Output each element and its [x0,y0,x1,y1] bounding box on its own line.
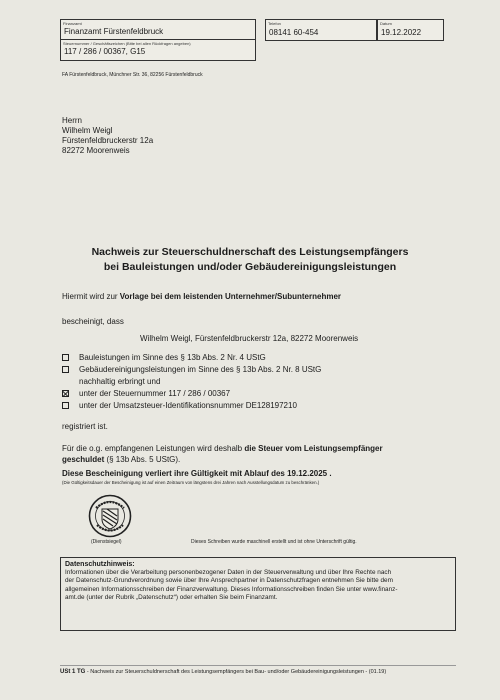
document-title-line1: Nachweis zur Steuerschuldnerschaft des Leistungsempfängers [91,246,409,258]
intro-prefix: Hiermit wird zur [62,292,120,301]
document-title-line2: bei Bauleistungen und/oder Gebäudereinigungsleistungen [103,261,397,273]
company-line: Wilhelm Weigl, Fürstenfeldbruckerstr 12a, 82272 Moorenweis [140,334,359,343]
services-bold1: die Steuer vom Leistungsempfänger [244,444,383,453]
steuernummer-row [61,39,255,56]
privacy-line: amt.de (unter der Rubrik „Datenschutz“) oder erhalten Sie beim Finanzamt. [65,594,278,602]
footer-line [60,669,386,675]
checkbox-box[interactable] [62,354,69,361]
recipient-salutation: Herrn [62,116,83,125]
datum-box [377,19,444,41]
services-line1 [62,444,383,453]
checkbox-box[interactable] [62,402,69,409]
intro-bold: Vorlage bei dem leistenden Unternehmer/Subunternehmer [119,292,342,301]
validity-note: (Die Gültigkeitsdauer der Bescheinigung ist auf einen Zeitraum von längstens drei Jahren nach Ausstellungsdatum zu beschränken.) [62,480,320,485]
recipient-name: Wilhelm Weigl [62,126,113,135]
services-bold2: geschuldet [62,455,105,464]
registered-text: registriert ist. [62,422,108,431]
datum-value: 19.12.2022 [381,28,422,37]
sustainably-text: nachhaltig erbringt und [79,377,161,386]
footer-divider [60,665,456,666]
checkbox-bauleistungen[interactable] [62,353,266,362]
checkbox-gebaeudereinigung[interactable] [62,365,321,374]
checkbox-label: unter der Umsatzsteuer-Identifikationsnummer DE128197210 [79,401,297,410]
privacy-line: Informationen über die Verarbeitung personenbezogener Daten in der Steuerverwaltung und über Ihre Rechte nach [65,569,392,576]
certified-text: bescheinigt, dass [62,317,124,326]
telefon-box [265,19,377,41]
sender-line: FA Fürstenfeldbruck, Münchner Str. 36, 82256 Fürstenfeldbruck [62,72,203,78]
finanzamt-label: Finanzamt [63,21,82,26]
checkbox-label: Bauleistungen im Sinne des § 13b Abs. 2 Nr. 4 UStG [79,353,266,362]
steuernummer-label: Steuernummer / Geschäftszeichen (Bitte bei allen Rückfragen angeben) [63,41,191,46]
services-prefix: Für die o.g. empfangenen Leistungen wird deshalb [62,444,245,453]
finanzamt-box [60,19,256,61]
privacy-line: der Datenschutz-Grundverordnung sowie über Ihre Ansprechpartner in Datenschutzfragen entnehmen Sie bitte dem [65,577,393,585]
machine-note: Dieses Schreiben wurde maschinell erstellt und ist ohne Unterschrift gültig. [191,539,357,545]
checkbox-box-checked[interactable] [62,390,69,397]
intro-text [62,292,341,301]
validity-text: Diese Bescheinigung verliert ihre Gültigkeit mit Ablauf des 19.12.2025 . [62,469,332,478]
checkbox-box[interactable] [62,366,69,373]
privacy-line: allgemeinen Informationsschreiben der Finanzverwaltung. Dieses Informationsschreiben finden Sie unter www.finanz- [65,585,398,593]
privacy-notice-box [60,557,456,631]
footer-code: USt 1 TG [60,669,86,675]
datum-label: Datum [380,21,392,26]
checkbox-steuernummer[interactable] [62,389,230,398]
telefon-label: Telefon [268,21,281,26]
finanzamt-value: Finanzamt Fürstenfeldbruck [64,27,164,36]
privacy-heading: Datenschutzhinweis: [65,561,135,568]
telefon-value: 08141 60-454 [269,28,319,37]
steuernummer-value: 117 / 286 / 00367, G15 [64,47,146,56]
recipient-city: 82272 Moorenweis [62,146,130,155]
seal-caption: (Dienstsiegel) [91,539,122,545]
services-suffix: (§ 13b Abs. 5 UStG). [104,455,181,464]
official-seal-icon [88,494,132,538]
footer-text: - Nachweis zur Steuerschuldnerschaft des Leistungsempfängers bei Bau- und/oder Gebäudereinigungsleistungen - (01.19) [85,669,387,675]
checkbox-ust-id[interactable] [62,401,297,410]
recipient-street: Fürstenfeldbruckerstr 12a [62,136,154,145]
checkbox-label: Gebäudereinigungsleistungen im Sinne des § 13b Abs. 2 Nr. 8 UStG [79,365,322,374]
services-line2 [62,455,180,464]
checkbox-label: unter der Steuernummer 117 / 286 / 00367 [79,389,231,398]
